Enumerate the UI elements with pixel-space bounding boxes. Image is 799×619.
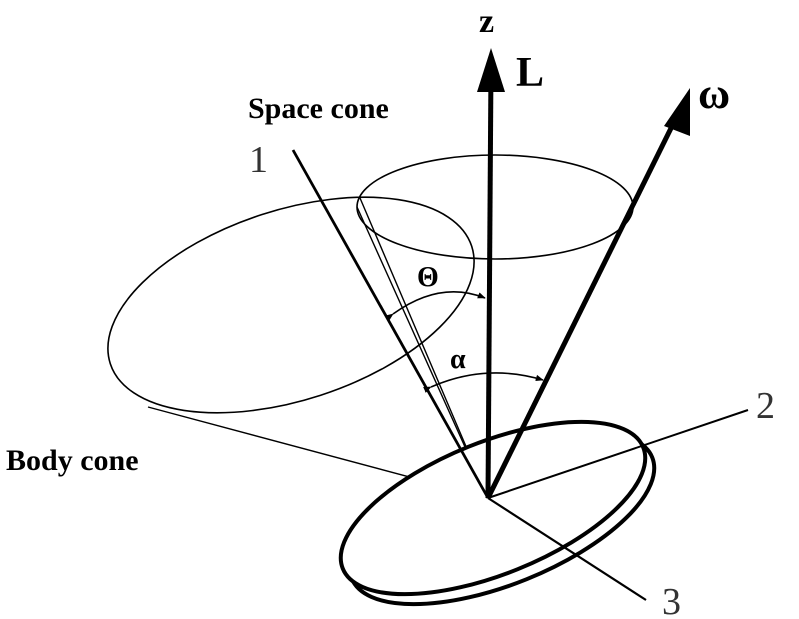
angular-momentum-label: L — [516, 50, 545, 96]
body-axis-3-label: 3 — [662, 581, 681, 619]
omega-arrowhead — [664, 88, 690, 136]
z-axis-label: z — [479, 3, 495, 40]
space-cone-label: Space cone — [248, 92, 389, 125]
rigid-disc-top — [318, 386, 668, 619]
z-L-arrowhead — [477, 48, 505, 92]
body-axis-2-label: 2 — [756, 385, 775, 427]
alpha-angle-label: α — [450, 344, 466, 375]
space-cone-rim — [357, 155, 633, 259]
body-axis-1-line — [293, 150, 488, 498]
body-cone-label: Body cone — [6, 444, 139, 477]
angular-velocity-label: ω — [698, 69, 731, 118]
z-L-vector — [488, 66, 491, 498]
theta-angle-arc — [393, 292, 485, 314]
body-axis-1-label: 1 — [249, 139, 268, 181]
theta-angle-label: Θ — [417, 262, 439, 293]
